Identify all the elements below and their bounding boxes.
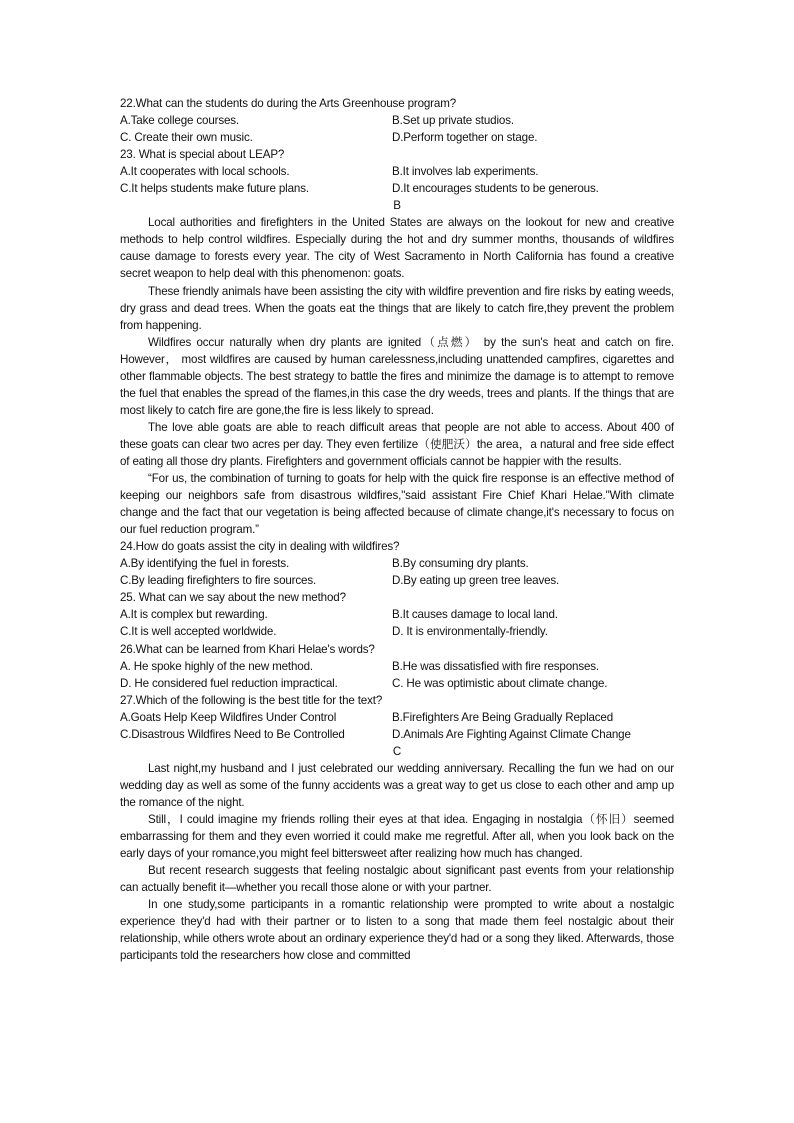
paragraph: In one study,some participants in a romantic relationship were prompted to write about a nostalgic experience they'd had with their partner or to listen to a song that made them feel nostalgic about their relationship, while others wrote about an ordinary experience they'd had or a song they liked. Afterwards, those participants told the researchers how close and committed [120, 898, 674, 963]
option-d: D.Perform together on stage. [392, 131, 538, 145]
option-a: A.It cooperates with local schools. [120, 165, 290, 179]
paragraph: The love able goats are able to reach difficult areas that people are not able to access. About 400 of these goats can clear two acres per day. They even fertilize（使肥沃）the area，a natural and free side effect of eating all those dry plants. Firefighters and government officials cannot be happier with the results. [120, 420, 674, 468]
question-text: 26.What can be learned from Khari Helae's words? [120, 642, 375, 656]
question-text: 27.Which of the following is the best title for the text? [120, 693, 383, 707]
passage-b [120, 214, 674, 538]
paragraph: Still，I could imagine my friends rolling their eyes at that idea. Engaging in nostalgia（怀旧）seemed embarrassing for them and they even worried it could make me regretful. After all, when you look back on the early days of your romance,you might feel bittersweet after realizing how much has changed. [120, 812, 674, 861]
option-b: B.It involves lab experiments. [392, 165, 539, 179]
option-a: A.By identifying the fuel in forests. [120, 557, 290, 571]
option-c: C.It is well accepted worldwide. [120, 625, 277, 639]
option-a: A. He spoke highly of the new method. [120, 659, 313, 673]
paragraph: Local authorities and firefighters in the United States are always on the lookout for new and creative methods to help control wildfires. Especially during the hot and dry summer months, thousands of wildfires cause damage to forests every year. The city of West Sacramento in North California has found a creative secret weapon to help deal with this phenomenon: goats. [120, 216, 674, 281]
section-label-c: C [392, 744, 402, 758]
option-d: D.It encourages students to be generous. [392, 182, 599, 196]
option-c: C.Disastrous Wildfires Need to Be Controlled [120, 727, 345, 741]
question-23 [120, 146, 674, 197]
passage-c [120, 760, 674, 965]
option-a: A.It is complex but rewarding. [120, 608, 268, 622]
option-a: A.Take college courses. [120, 114, 239, 128]
paragraph: Last night,my husband and I just celebrated our wedding anniversary. Recalling the fun we had on our wedding day as well as some of the funny accidents was a great way to get us close to each other and amp up the romance of the night. [120, 761, 674, 809]
option-c: C. He was optimistic about climate change. [392, 676, 608, 690]
option-c: C. Create their own music. [120, 131, 253, 145]
option-b: B.Set up private studios. [392, 114, 514, 128]
option-a: A.Goats Help Keep Wildfires Under Control [120, 710, 337, 724]
section-label-b: B [393, 199, 401, 213]
option-c: C.It helps students make future plans. [120, 182, 309, 196]
option-b: B.It causes damage to local land. [392, 608, 558, 622]
question-text: 25. What can we say about the new method? [120, 591, 346, 605]
question-24 [120, 538, 674, 589]
option-c: C.By leading firefighters to fire sources. [120, 574, 317, 588]
question-27 [120, 692, 674, 743]
option-b: B.He was dissatisfied with fire responses. [392, 659, 599, 673]
paragraph: But recent research suggests that feeling nostalgic about significant past events from your relationship can actually benefit it—whether you recall those alone or with your partner. [120, 864, 674, 895]
question-text: 24.How do goats assist the city in dealing with wildfires? [120, 540, 400, 554]
option-b: B.By consuming dry plants. [392, 557, 529, 571]
question-25 [120, 589, 674, 640]
paragraph: Wildfires occur naturally when dry plants are ignited（点燃） by the sun's heat and catch on fire. However， most wildfires are caused by human carelessness,including unattended campfires, cigarettes and other flammable objects. The best strategy to battle the fires and minimize the damage is to attempt to remove the fuel that enables the spread of the flames,in this case the dry weeds, trees and plants. If the things that are most likely to catch fire are gone,the fire is less likely to spread. [120, 335, 674, 417]
paragraph: “For us, the combination of turning to goats for help with the quick fire response is an effective method of keeping our neighbors safe from disastrous wildfires,"said assistant Fire Chief Khari Helae."With climate change and the fact that our vegetation is being affected because of climate change,it's necessary to focus on our fuel reduction program.” [120, 472, 674, 537]
question-22 [120, 95, 674, 146]
option-d: D.Animals Are Fighting Against Climate Change [392, 727, 631, 741]
question-text: 22.What can the students do during the Arts Greenhouse program? [120, 97, 456, 110]
question-26 [120, 641, 674, 692]
option-d: D.By eating up green tree leaves. [392, 574, 560, 588]
paragraph: These friendly animals have been assisting the city with wildfire prevention and fire risks by eating weeds, dry grass and dead trees. When the goats eat the things that are likely to catch fire,they prevent the problem from happening. [120, 284, 674, 332]
document-page [120, 95, 674, 964]
option-d: D. He considered fuel reduction impractical. [120, 676, 338, 690]
option-d: D. It is environmentally-friendly. [392, 625, 548, 639]
option-b: B.Firefighters Are Being Gradually Replaced [392, 710, 614, 724]
question-text: 23. What is special about LEAP? [120, 148, 285, 162]
